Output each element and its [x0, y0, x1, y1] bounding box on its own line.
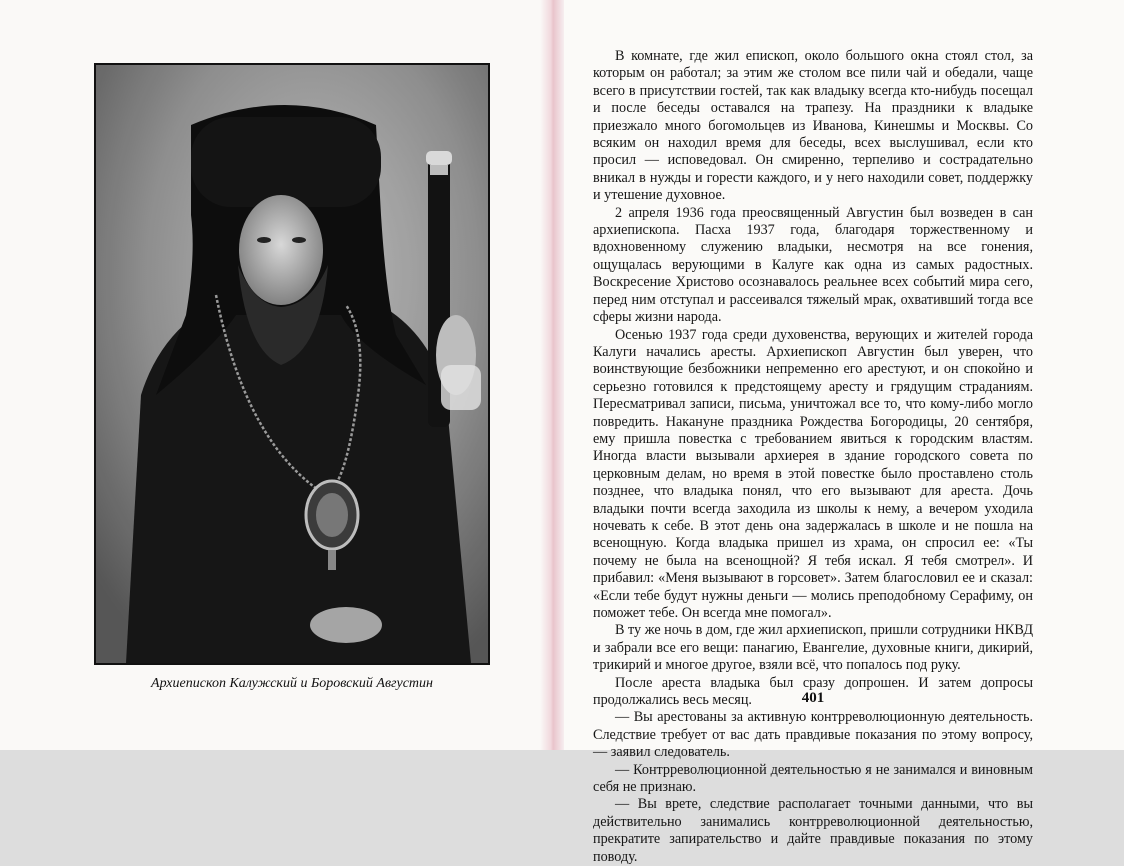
book-gutter — [540, 0, 564, 750]
paragraph: — Контрреволюционной деятельностью я не занимался и виновным себя не признаю. — [593, 761, 1033, 796]
paragraph: Осенью 1937 года среди духовенства, верующих и жителей города Калуги начались аресты. Архиепископ Августин был уверен, что воинствующие безбожники непременно его арестуют, и он спокойно и серьезно готовился к предстоящему аресту и грядущим страданиям. Пересматривал записи, письма, уничтожал все то, что кому-либо могло повредить. Накануне праздника Рождества Богородицы, 20 сентября, ему пришла повестка с требованием явиться к городским властям. Иногда власти вызывали архиерея в здание городского совета по церковным делам, но время в этой повестке было проставлено столь позднее, что владыка понял, что его вызывают для ареста. Дочь владыки почти всегда заходила из школы к нему, а вечером уходила ночевать к себе. В этот день она задержалась в школе и не пошла на всенощную. Когда владыка пришел из храма, он спросил ее: «Ты почему не была на всенощной? Я тебя искал. Я тебя смотрел». И прибавил: «Меня вызывают в горсовет». Затем благословил ее и сказал: «Если тебе будут нужны деньги — молись преподобному Серафиму, он поможет тебе. Он всегда мне помогал». — [593, 326, 1033, 621]
left-page — [0, 0, 556, 750]
portrait-illustration — [96, 65, 488, 663]
body-text — [593, 48, 1033, 866]
portrait-photo — [94, 63, 490, 665]
paragraph: В комнате, где жил епископ, около большого окна стоял стол, за которым он работал; за этим же столом все пили чай и обедали, чаще всего в присутствии гостей, так как владыку всегда кто-нибудь посещал и после беседы оставался на трапезу. На праздники к владыке приезжало много богомольцев из Иванова, Кинешмы и Москвы. Со всяким он находил время для беседы, всех выслушивал, если кто просил — исповедовал. Он смиренно, терпеливо и сострадательно вникал в нужды и горести каждого, и у него находили совет, поддержку и утешение духовное. — [593, 48, 1033, 204]
paragraph: После ареста владыка был сразу допрошен. И затем допросы продолжались весь месяц. — [593, 674, 1033, 709]
page-number: 401 — [801, 690, 825, 706]
paragraph: В ту же ночь в дом, где жил архиепископ, пришли сотрудники НКВД и забрали все его вещи: панагию, Евангелие, духовные книги, дикирий, трикирий и многое другое, взяли всё, что попалось под руку. — [593, 622, 1033, 674]
photo-caption: Архиепископ Калужский и Боровский Августин — [151, 676, 433, 691]
paragraph: — Вы арестованы за активную контрреволюционную деятельность. Следствие требует от вас дать правдивые показания по этому вопросу, — заявил следователь. — [593, 709, 1033, 761]
paragraph: — Вы врете, следствие располагает точными данными, что вы действительно занимались контрреволюционной деятельностью, прекратите запирательство и дайте правдивые показания по этому поводу. — [593, 796, 1033, 865]
paragraph: 2 апреля 1936 года преосвященный Августин был возведен в сан архиепископа. Пасха 1937 года, благодаря торжественному и вдохновенному служению владыки, несмотря на все гонения, ощущалась верующими в Калуге как одна из самых радостных. Воскресение Христово осознавалось реальнее всех событий мира сего, перед ним отступал и рассеивался тяжелый мрак, охвативший тогда все сферы жизни народа. — [593, 204, 1033, 326]
